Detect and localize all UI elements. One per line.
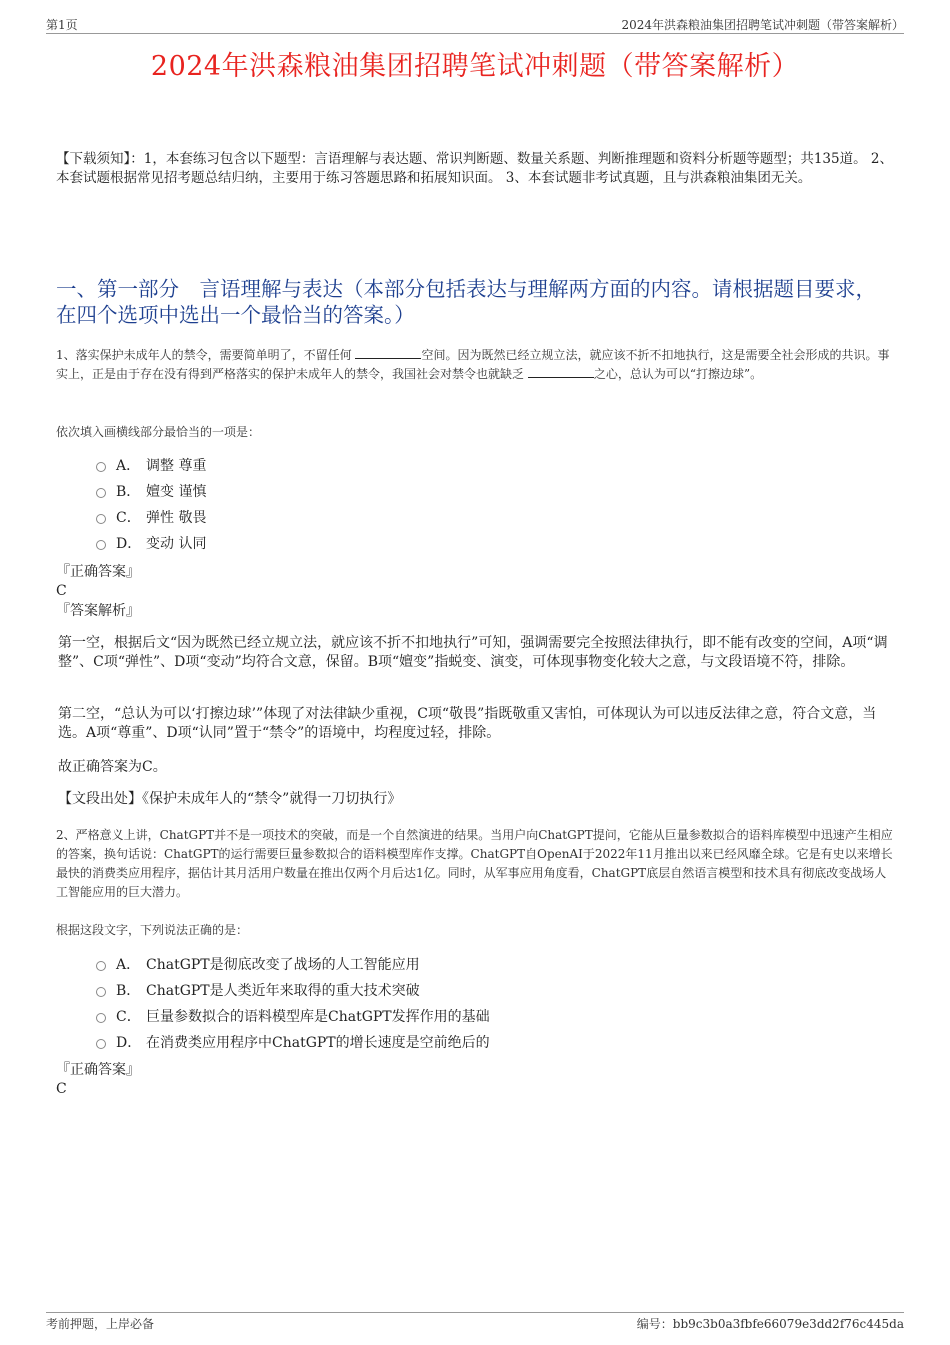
analysis-paragraph-1: 第一空，根据后文“因为既然已经立规立法，就应该不折不扣地执行”可知，强调需要完全按照法律执行，即不能有改变的空间，A项“调整”、C项“弹性”、D项“变动”均符合文意，保留。B项“嬗变”指蜕变、演变，可体现事物变化较大之意，与文段语境不符，排除。 xyxy=(58,635,888,670)
document-title: 2024年洪森粮油集团招聘笔试冲刺题（带答案解析） xyxy=(150,51,800,82)
answer-label: 『正确答案』 xyxy=(56,564,140,580)
question-2-text: 2、严格意义上讲，ChatGPT并不是一项技术的突破，而是一个自然演进的结果。当用户向ChatGPT提问，它能从巨量参数拟合的语料库模型中迅速产生相应的答案，换句话说：ChatGPT的运行需要巨量参数拟合的语料模型库作支撑。ChatGPT自OpenAI于2022年11月推出以来已经风靡全球。它是有史以来增长最快的消费类应用程序，据估计其月活用户数量在推出仅两个月后达1亿。同时，从军事应用角度看，ChatGPT底层自然语言模型和技术具有彻底改变战场人工智能应用的巨大潜力。 xyxy=(56,828,893,899)
radio-icon[interactable] xyxy=(96,961,106,971)
fill-blank xyxy=(528,365,594,378)
analysis-label: 『答案解析』 xyxy=(56,603,140,619)
radio-icon[interactable] xyxy=(96,462,106,472)
answer-label: 『正确答案』 xyxy=(56,1062,140,1078)
section-title: 一、第一部分 言语理解与表达（本部分包括表达与理解两方面的内容。请根据题目要求，在四个选项中选出一个最恰当的答案。） xyxy=(56,277,876,327)
radio-icon[interactable] xyxy=(96,540,106,550)
source-citation: 【文段出处】《保护未成年人的“禁令”就得一刀切执行》 xyxy=(58,791,402,807)
header-doc-title: 2024年洪森粮油集团招聘笔试冲刺题（带答案解析） xyxy=(621,18,904,32)
option-b[interactable]: B． ChatGPT是人类近年来取得的重大技术突破 xyxy=(96,978,490,1004)
footer-slogan: 考前押题，上岸必备 xyxy=(46,1317,155,1331)
question-1-options xyxy=(96,453,206,557)
radio-icon[interactable] xyxy=(96,514,106,524)
question-2-options xyxy=(96,952,490,1056)
option-b[interactable]: B． 嬗变 谨慎 xyxy=(96,479,206,505)
page-number: 第1页 xyxy=(46,18,78,32)
page-footer xyxy=(46,1312,904,1333)
option-d[interactable]: D． 在消费类应用程序中ChatGPT的增长速度是空前绝后的 xyxy=(96,1030,490,1056)
option-c[interactable]: C． 巨量参数拟合的语料模型库是ChatGPT发挥作用的基础 xyxy=(96,1004,490,1030)
analysis-paragraph-3: 故正确答案为C。 xyxy=(58,759,167,775)
fill-blank xyxy=(355,346,421,359)
question-2-prompt: 根据这段文字，下列说法正确的是： xyxy=(56,923,249,937)
question-1-prompt: 依次填入画横线部分最恰当的一项是： xyxy=(56,425,261,439)
option-d[interactable]: D． 变动 认同 xyxy=(96,531,206,557)
page-header xyxy=(46,16,904,34)
option-c[interactable]: C． 弹性 敬畏 xyxy=(96,505,206,531)
analysis-paragraph-2: 第二空，“总认为可以‘打擦边球’”体现了对法律缺少重视，C项“敬畏”指既敬重又害怕，可体现认为可以违反法律之意，符合文意，当选。A项“尊重”、D项“认同”置于“禁令”的语境中，均程度过轻，排除。 xyxy=(58,706,877,741)
radio-icon[interactable] xyxy=(96,488,106,498)
download-notice: 【下载须知】：1，本套练习包含以下题型：言语理解与表达题、常识判断题、数量关系题、判断推理题和资料分析题等题型；共135道。 2、本套试题根据常见招考题总结归纳，主要用于练习答题思路和拓展知识面。 3、本套试题非考试真题，且与洪森粮油集团无关。 xyxy=(56,151,893,186)
option-a[interactable]: A． 调整 尊重 xyxy=(96,453,206,479)
radio-icon[interactable] xyxy=(96,987,106,997)
document-id: 编号：bb9c3b0a3fbfe66079e3dd2f76c445da xyxy=(636,1317,904,1331)
answer-value: C xyxy=(56,1081,67,1097)
answer-value: C xyxy=(56,583,67,599)
radio-icon[interactable] xyxy=(96,1039,106,1049)
question-1-text: 1、落实保护未成年人的禁令，需要简单明了，不留任何 空间。因为既然已经立规立法，就应该不折不扣地执行，这是需要全社会形成的共识。事实上，正是由于存在没有得到严格落实的保护未成年人的禁令，我国社会对禁令也就缺乏 之心，总认为可以“打擦边球”。 xyxy=(56,348,890,381)
option-a[interactable]: A． ChatGPT是彻底改变了战场的人工智能应用 xyxy=(96,952,490,978)
radio-icon[interactable] xyxy=(96,1013,106,1023)
